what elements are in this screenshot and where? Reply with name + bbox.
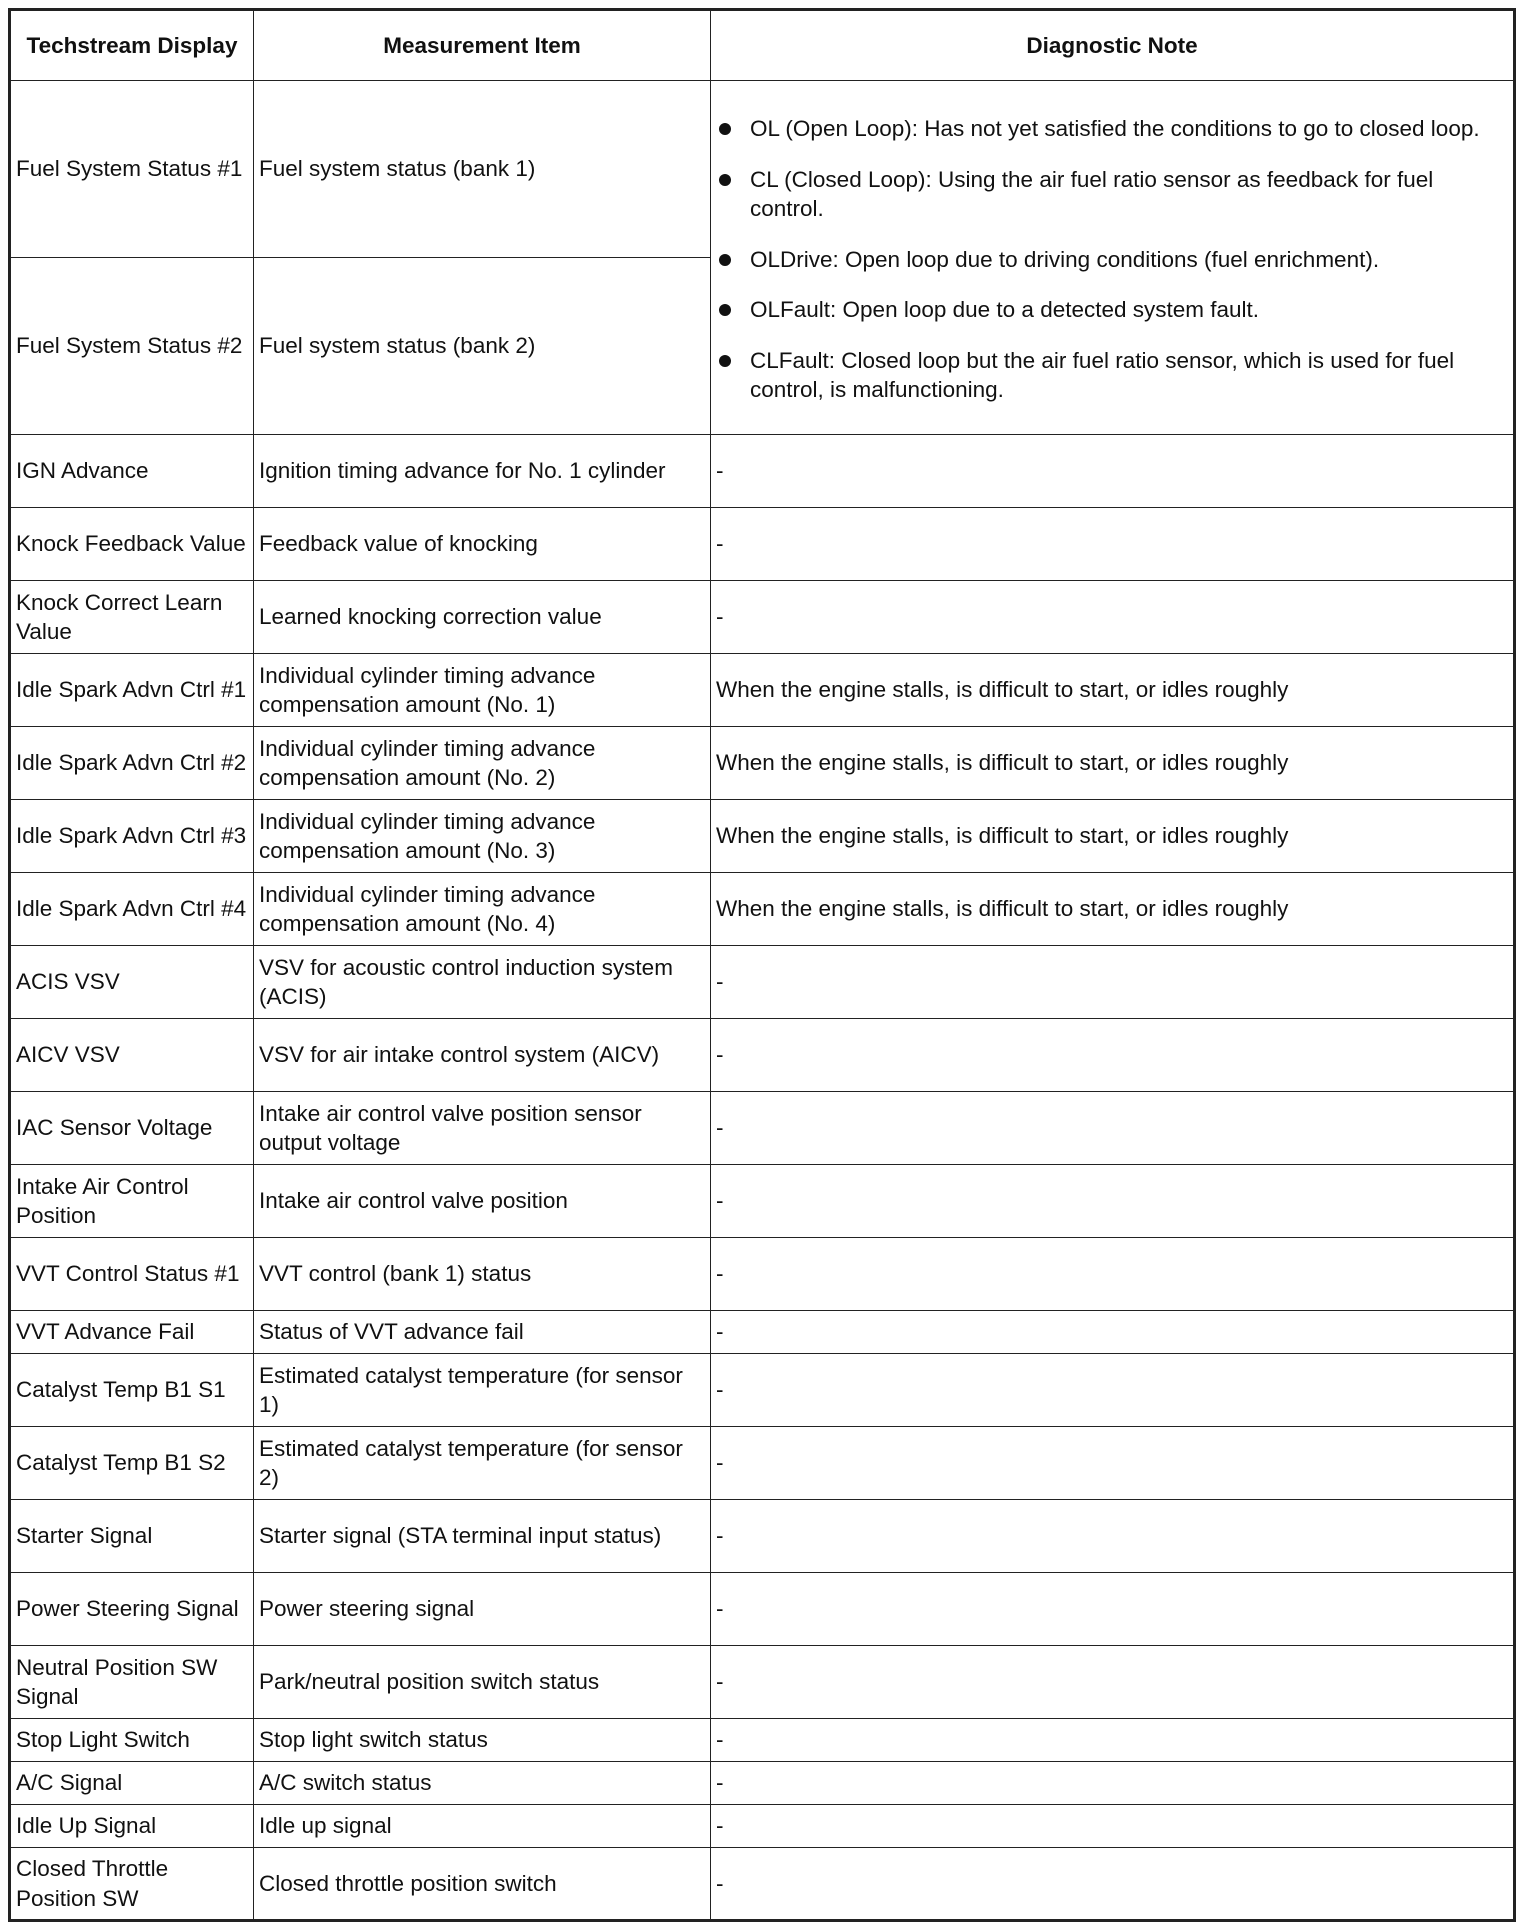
list-item	[716, 346, 1508, 405]
techstream-display-cell: Knock Correct Learn Value	[10, 581, 254, 654]
measurement-item-cell: Intake air control valve position	[254, 1165, 711, 1238]
list-item	[716, 165, 1508, 224]
table-row	[10, 1646, 1515, 1719]
note-text: OL (Open Loop): Has not yet satisfied the conditions to go to closed loop.	[750, 116, 1480, 142]
table-row	[10, 1311, 1515, 1354]
techstream-display-cell: VVT Control Status #1	[10, 1238, 254, 1311]
measurement-item-cell: Fuel system status (bank 1)	[254, 81, 711, 258]
measurement-item-cell: Estimated catalyst temperature (for sensor 1)	[254, 1354, 711, 1427]
measurement-item-cell: VSV for acoustic control induction system (ACIS)	[254, 946, 711, 1019]
measurement-item-cell: Individual cylinder timing advance compensation amount (No. 1)	[254, 654, 711, 727]
note-text: OLDrive: Open loop due to driving conditions (fuel enrichment).	[750, 246, 1380, 272]
techstream-display-cell: Idle Spark Advn Ctrl #2	[10, 727, 254, 800]
table-row	[10, 1500, 1515, 1573]
diagnostic-note-cell: -	[711, 946, 1515, 1019]
table-row	[10, 873, 1515, 946]
measurement-item-cell: Fuel system status (bank 2)	[254, 258, 711, 435]
measurement-item-cell: Individual cylinder timing advance compensation amount (No. 3)	[254, 800, 711, 873]
diagnostic-note-cell: -	[711, 1848, 1515, 1921]
measurement-item-cell: VVT control (bank 1) status	[254, 1238, 711, 1311]
diagnostic-note-cell: When the engine stalls, is difficult to start, or idles roughly	[711, 800, 1515, 873]
table-row	[10, 1019, 1515, 1092]
table-row	[10, 1719, 1515, 1762]
techstream-display-cell: Power Steering Signal	[10, 1573, 254, 1646]
diagnostic-note-cell: -	[711, 1019, 1515, 1092]
fuel-status-notes-cell	[711, 81, 1515, 435]
techstream-display-cell: Idle Spark Advn Ctrl #3	[10, 800, 254, 873]
bullet-icon	[719, 304, 731, 316]
bullet-icon	[719, 254, 731, 266]
diagnostic-note-cell: -	[711, 1646, 1515, 1719]
table-row	[10, 435, 1515, 508]
diagnostic-note-cell: When the engine stalls, is difficult to start, or idles roughly	[711, 727, 1515, 800]
measurement-item-cell: Idle up signal	[254, 1805, 711, 1848]
header-measurement-item: Measurement Item	[254, 10, 711, 81]
note-text: CL (Closed Loop): Using the air fuel ratio sensor as feedback for fuel control.	[750, 166, 1434, 222]
measurement-item-cell: Closed throttle position switch	[254, 1848, 711, 1921]
techstream-display-cell: Idle Spark Advn Ctrl #1	[10, 654, 254, 727]
bullet-icon	[719, 123, 731, 135]
techstream-display-cell: IAC Sensor Voltage	[10, 1092, 254, 1165]
table-row	[10, 1165, 1515, 1238]
measurement-item-cell: Starter signal (STA terminal input status)	[254, 1500, 711, 1573]
diagnostic-note-cell: When the engine stalls, is difficult to start, or idles roughly	[711, 654, 1515, 727]
list-item	[716, 114, 1508, 144]
diagnostic-note-cell: -	[711, 1500, 1515, 1573]
techstream-display-cell: Starter Signal	[10, 1500, 254, 1573]
techstream-display-cell: ACIS VSV	[10, 946, 254, 1019]
techstream-display-cell: Stop Light Switch	[10, 1719, 254, 1762]
measurement-item-cell: Intake air control valve position sensor output voltage	[254, 1092, 711, 1165]
fuel-status-notes-list	[716, 114, 1508, 405]
diagnostic-note-cell: -	[711, 1311, 1515, 1354]
techstream-display-cell: Idle Spark Advn Ctrl #4	[10, 873, 254, 946]
table-row	[10, 1092, 1515, 1165]
header-techstream-display: Techstream Display	[10, 10, 254, 81]
measurement-item-cell: Estimated catalyst temperature (for sensor 2)	[254, 1427, 711, 1500]
measurement-item-cell: Individual cylinder timing advance compensation amount (No. 4)	[254, 873, 711, 946]
techstream-display-cell: VVT Advance Fail	[10, 1311, 254, 1354]
diagnostic-note-cell: When the engine stalls, is difficult to start, or idles roughly	[711, 873, 1515, 946]
diagnostic-note-cell: -	[711, 1092, 1515, 1165]
techstream-display-cell: Fuel System Status #1	[10, 81, 254, 258]
table-row	[10, 581, 1515, 654]
table-row	[10, 946, 1515, 1019]
list-item	[716, 245, 1508, 275]
table-row	[10, 1238, 1515, 1311]
measurement-item-cell: A/C switch status	[254, 1762, 711, 1805]
techstream-display-cell: IGN Advance	[10, 435, 254, 508]
header-diagnostic-note: Diagnostic Note	[711, 10, 1515, 81]
diagnostic-note-cell: -	[711, 1805, 1515, 1848]
bullet-icon	[719, 174, 731, 186]
techstream-display-cell: Intake Air Control Position	[10, 1165, 254, 1238]
table-row	[10, 1573, 1515, 1646]
techstream-display-cell: Fuel System Status #2	[10, 258, 254, 435]
measurement-item-cell: Stop light switch status	[254, 1719, 711, 1762]
diagnostic-note-cell: -	[711, 1762, 1515, 1805]
header-row	[10, 10, 1515, 81]
table-row	[10, 508, 1515, 581]
note-text: CLFault: Closed loop but the air fuel ratio sensor, which is used for fuel control, is malfunctioning.	[750, 347, 1455, 403]
techstream-display-cell: AICV VSV	[10, 1019, 254, 1092]
document-page	[8, 8, 1513, 1922]
techstream-display-cell: Catalyst Temp B1 S1	[10, 1354, 254, 1427]
bullet-icon	[719, 355, 731, 367]
table-row	[10, 81, 1515, 258]
table-row	[10, 654, 1515, 727]
data-list-table	[8, 8, 1516, 1922]
table-row	[10, 1427, 1515, 1500]
measurement-item-cell: VSV for air intake control system (AICV)	[254, 1019, 711, 1092]
table-row	[10, 1805, 1515, 1848]
diagnostic-note-cell: -	[711, 1427, 1515, 1500]
measurement-item-cell: Individual cylinder timing advance compensation amount (No. 2)	[254, 727, 711, 800]
table-row	[10, 1762, 1515, 1805]
techstream-display-cell: Knock Feedback Value	[10, 508, 254, 581]
diagnostic-note-cell: -	[711, 1165, 1515, 1238]
measurement-item-cell: Park/neutral position switch status	[254, 1646, 711, 1719]
table-row	[10, 800, 1515, 873]
diagnostic-note-cell: -	[711, 1354, 1515, 1427]
techstream-display-cell: A/C Signal	[10, 1762, 254, 1805]
techstream-display-cell: Idle Up Signal	[10, 1805, 254, 1848]
techstream-display-cell: Closed Throttle Position SW	[10, 1848, 254, 1921]
measurement-item-cell: Status of VVT advance fail	[254, 1311, 711, 1354]
measurement-item-cell: Learned knocking correction value	[254, 581, 711, 654]
diagnostic-note-cell: -	[711, 435, 1515, 508]
diagnostic-note-cell: -	[711, 1238, 1515, 1311]
diagnostic-note-cell: -	[711, 1719, 1515, 1762]
techstream-display-cell: Catalyst Temp B1 S2	[10, 1427, 254, 1500]
diagnostic-note-cell: -	[711, 508, 1515, 581]
measurement-item-cell: Ignition timing advance for No. 1 cylinder	[254, 435, 711, 508]
table-row	[10, 1354, 1515, 1427]
diagnostic-note-cell: -	[711, 1573, 1515, 1646]
measurement-item-cell: Power steering signal	[254, 1573, 711, 1646]
list-item	[716, 295, 1508, 325]
table-row	[10, 727, 1515, 800]
techstream-display-cell: Neutral Position SW Signal	[10, 1646, 254, 1719]
diagnostic-note-cell: -	[711, 581, 1515, 654]
note-text: OLFault: Open loop due to a detected system fault.	[750, 297, 1260, 323]
measurement-item-cell: Feedback value of knocking	[254, 508, 711, 581]
